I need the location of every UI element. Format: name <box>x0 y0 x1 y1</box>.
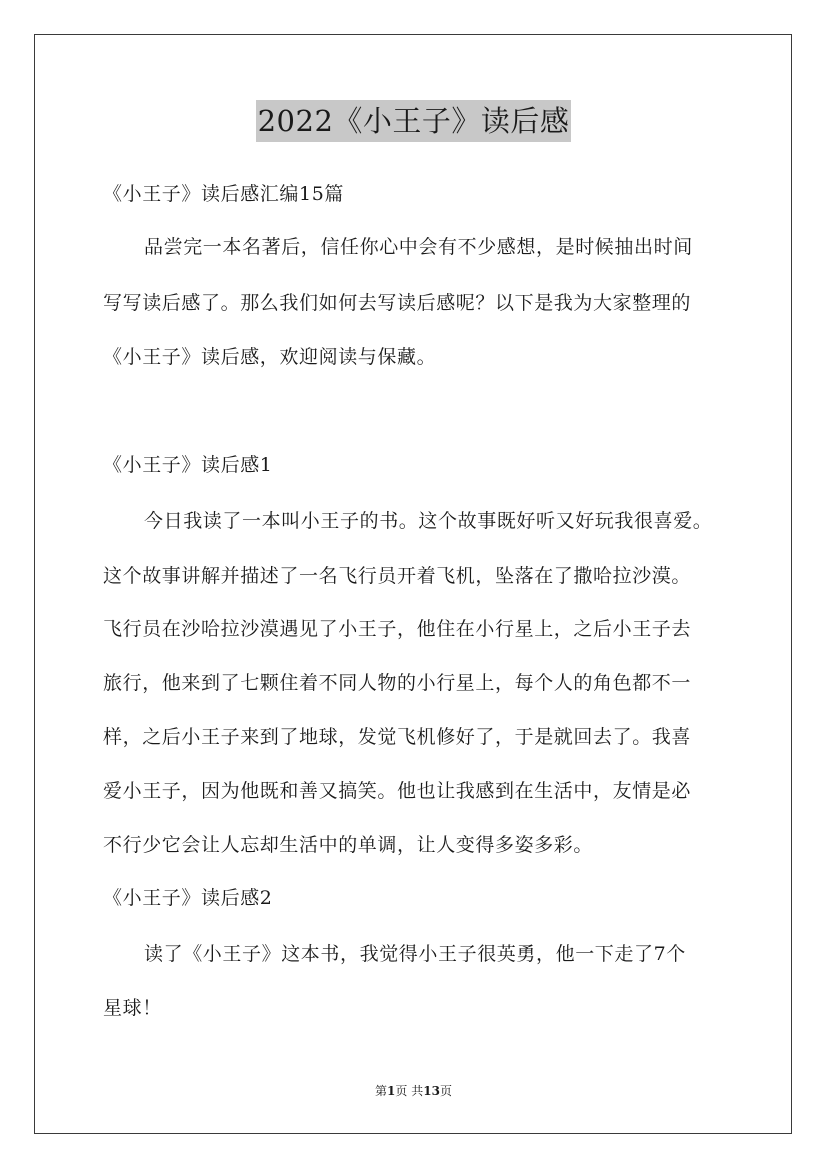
page-number-total: 13 <box>423 1084 440 1098</box>
paragraph-line: 今日我读了一本叫小王子的书。这个故事既好听又好玩我很喜爱。 <box>144 510 713 532</box>
section-heading: 《小王子》读后感1 <box>103 454 273 476</box>
title-container <box>0 100 827 142</box>
intro-line: 写写读后感了。那么我们如何去写读后感呢？以下是我为大家整理的 <box>103 292 692 314</box>
document-title: 2022《小王子》读后感 <box>256 100 572 142</box>
paragraph-line: 这个故事讲解并描述了一名飞行员开着飞机，坠落在了撒哈拉沙漠。 <box>103 565 692 587</box>
intro-line: 《小王子》读后感，欢迎阅读与保藏。 <box>103 346 437 368</box>
page-number-prefix: 第 <box>375 1084 388 1098</box>
paragraph-line: 旅行，他来到了七颗住着不同人物的小行星上，每个人的角色都不一 <box>103 672 692 694</box>
page-number-mid: 页 共 <box>395 1084 424 1098</box>
document-subtitle: 《小王子》读后感汇编15篇 <box>103 183 344 205</box>
section-heading: 《小王子》读后感2 <box>103 887 273 909</box>
paragraph-line: 样，之后小王子来到了地球，发觉飞机修好了，于是就回去了。我喜 <box>103 726 692 748</box>
page-footer <box>0 1083 827 1099</box>
page-number-current: 1 <box>387 1084 396 1098</box>
page-number-suffix: 页 <box>439 1084 452 1098</box>
intro-line: 品尝完一本名著后，信任你心中会有不少感想，是时候抽出时间 <box>144 236 693 258</box>
paragraph-line: 星球！ <box>103 997 162 1019</box>
paragraph-line: 爱小王子，因为他既和善又搞笑。他也让我感到在生活中，友情是必 <box>103 780 692 802</box>
paragraph-line: 飞行员在沙哈拉沙漠遇见了小王子，他住在小行星上，之后小王子去 <box>103 618 692 640</box>
paragraph-line: 不行少它会让人忘却生活中的单调，让人变得多姿多彩。 <box>103 834 594 856</box>
paragraph-line: 读了《小王子》这本书，我觉得小王子很英勇，他一下走了7个 <box>144 943 686 965</box>
